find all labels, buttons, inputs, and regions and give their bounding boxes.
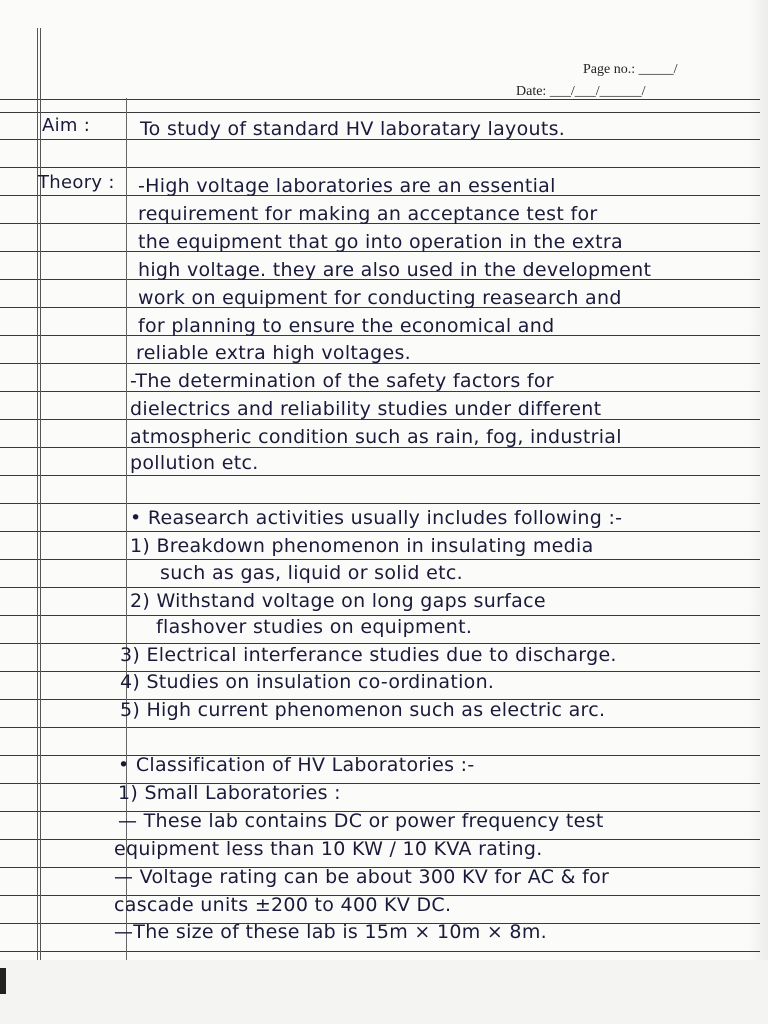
theory-label: Theory :: [38, 172, 115, 193]
research-item: 5) High current phenomenon such as electric arc.: [120, 699, 606, 721]
theory-line: work on equipment for conducting reasearch and: [138, 287, 622, 309]
left-margin-line-inner: [40, 28, 41, 960]
classification-subheading: 1) Small Laboratories :: [118, 782, 341, 804]
theory-line: -The determination of the safety factors for: [130, 370, 554, 392]
date-field: Date: ___/___/______/: [516, 84, 646, 99]
research-item-cont: such as gas, liquid or solid etc.: [160, 562, 463, 584]
classification-line: equipment less than 10 KW / 10 KVA rating.: [114, 838, 543, 860]
research-heading: • Reasearch activities usually includes following :-: [130, 507, 623, 529]
left-margin-line: [37, 28, 38, 960]
page-number-field: Page no.: _____/: [583, 62, 678, 77]
theory-line: -High voltage laboratories are an essential: [138, 175, 556, 197]
research-item: 1) Breakdown phenomenon in insulating media: [130, 535, 594, 557]
classification-line: — Voltage rating can be about 300 KV for AC & for: [114, 866, 610, 888]
binding-edge-mark: [0, 968, 6, 994]
research-item: 3) Electrical interferance studies due to discharge.: [120, 644, 617, 666]
research-item-cont: flashover studies on equipment.: [156, 616, 473, 638]
classification-line: — These lab contains DC or power frequency test: [118, 810, 604, 832]
theory-line: dielectrics and reliability studies under different: [130, 398, 602, 420]
classification-line: cascade units ±200 to 400 KV DC.: [114, 894, 452, 916]
theory-line: pollution etc.: [130, 452, 259, 474]
theory-line: high voltage. they are also used in the development: [138, 259, 652, 281]
theory-line: requirement for making an acceptance test for: [138, 203, 598, 225]
aim-label: Aim :: [42, 115, 91, 136]
theory-line: for planning to ensure the economical and: [138, 315, 555, 337]
aim-text: To study of standard HV laboratary layouts.: [140, 118, 566, 140]
research-item: 4) Studies on insulation co-ordination.: [120, 671, 495, 693]
theory-line: reliable extra high voltages.: [136, 342, 411, 364]
research-item: 2) Withstand voltage on long gaps surface: [130, 590, 546, 612]
page-bottom-margin: [0, 960, 768, 1024]
classification-line: —The size of these lab is 15m × 10m × 8m.: [114, 921, 547, 943]
page-edge-shadow: [748, 0, 768, 1000]
theory-line: atmospheric condition such as rain, fog, industrial: [130, 426, 622, 448]
theory-line: the equipment that go into operation in the extra: [138, 231, 623, 253]
classification-heading: • Classification of HV Laboratories :-: [118, 754, 475, 776]
